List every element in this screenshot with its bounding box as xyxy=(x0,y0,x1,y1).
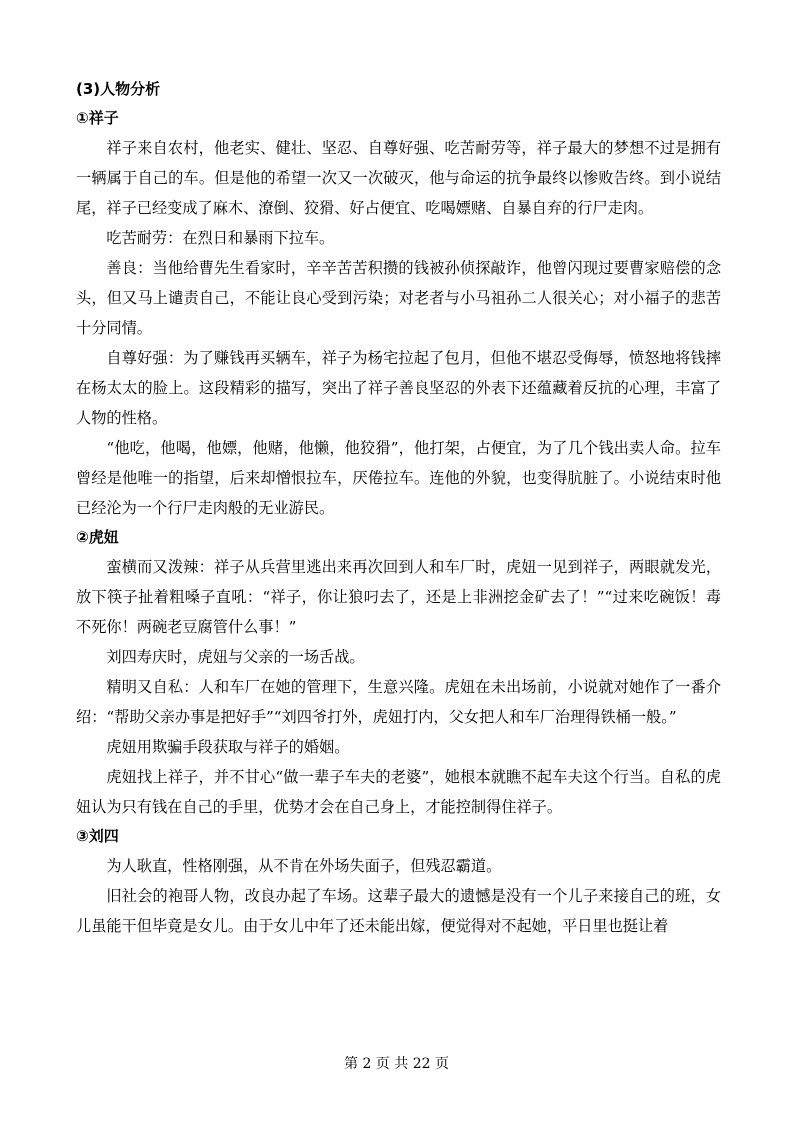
paragraph: 自尊好强：为了赚钱再买辆车，祥子为杨宅拉起了包月，但他不堪忍受侮辱，愤怒地将钱摔在杨太太的脸上。这段精彩的描写，突出了祥子善良坚忍的外表下还蕴藏着反抗的心理，丰富了人物的性格。 xyxy=(76,349,721,427)
page-number-footer: 第 2 页 共 22 页 xyxy=(344,1056,449,1072)
paragraph: 吃苦耐劳：在烈日和暴雨下拉车。 xyxy=(106,229,335,247)
paragraph: “他吃，他喝，他嫖，他赌，他懒，他狡猾”，他打架，占便宜，为了几个钱出卖人命。拉车曾经是他唯一的指望，后来却憎恨拉车，厌倦拉车。连他的外貌，也变得肮脏了。小说结束时他已经沦为一个行尸走肉般的无业游民。 xyxy=(76,439,721,517)
page-content xyxy=(76,75,721,941)
paragraph: 蛮横而又泼辣：祥子从兵营里逃出来再次回到人和车厂时，虎妞一见到祥子，两眼就发光，放下筷子扯着粗嗓子直吼：“祥子，你让狼叼去了，还是上非洲挖金矿去了！”“过来吃碗饭！毒不死你！两碗老豆腐管什么事！” xyxy=(76,558,721,636)
paragraph: 祥子来自农村，他老实、健壮、坚忍、自尊好强、吃苦耐劳等，祥子最大的梦想不过是拥有一辆属于自己的车。但是他的希望一次又一次破灭，他与命运的抗争最终以惨败告终。到小说结尾，祥子已经变成了麻木、潦倒、狡猾、好占便宜、吃喝嫖赌、自暴自弃的行尸走肉。 xyxy=(76,139,721,217)
section-title: (3)人物分析 xyxy=(76,80,161,98)
paragraph: 旧社会的袍哥人物，改良办起了车场。这辈子最大的遗憾是没有一个儿子来接自己的班，女儿虽能干但毕竟是女儿。由于女儿中年了还未能出嫁，便觉得对不起她，平日里也挺让着 xyxy=(76,887,721,935)
paragraph: 善良：当他给曹先生看家时，辛辛苦苦积攒的钱被孙侦探敲诈，他曾闪现过要曹家赔偿的念头，但又马上谴责自己，不能让良心受到污染；对老者与小马祖孙二人很关心；对小福子的悲苦十分同情。 xyxy=(76,259,721,337)
paragraph: 虎妞用欺骗手段获取与祥子的婚姻。 xyxy=(106,738,350,756)
paragraph: 精明又自私：人和车厂在她的管理下，生意兴隆。虎妞在未出场前，小说就对她作了一番介绍：“帮助父亲办事是把好手”“刘四爷打外，虎妞打内，父女把人和车厂治理得铁桶一般。” xyxy=(76,678,721,726)
paragraph: 虎妞找上祥子，并不甘心“做一辈子车夫的老婆”，她根本就瞧不起车夫这个行当。自私的虎妞认为只有钱在自己的手里，优势才会在自己身上，才能控制得住祥子。 xyxy=(76,768,721,816)
heading-liusi: ③刘四 xyxy=(76,827,119,845)
heading-huniu: ②虎妞 xyxy=(76,528,119,546)
heading-xiangzi: ①祥子 xyxy=(76,109,119,127)
paragraph: 为人耿直，性格刚强，从不肯在外场失面子，但残忍霸道。 xyxy=(106,857,502,875)
paragraph: 刘四寿庆时，虎妞与父亲的一场舌战。 xyxy=(106,648,365,666)
